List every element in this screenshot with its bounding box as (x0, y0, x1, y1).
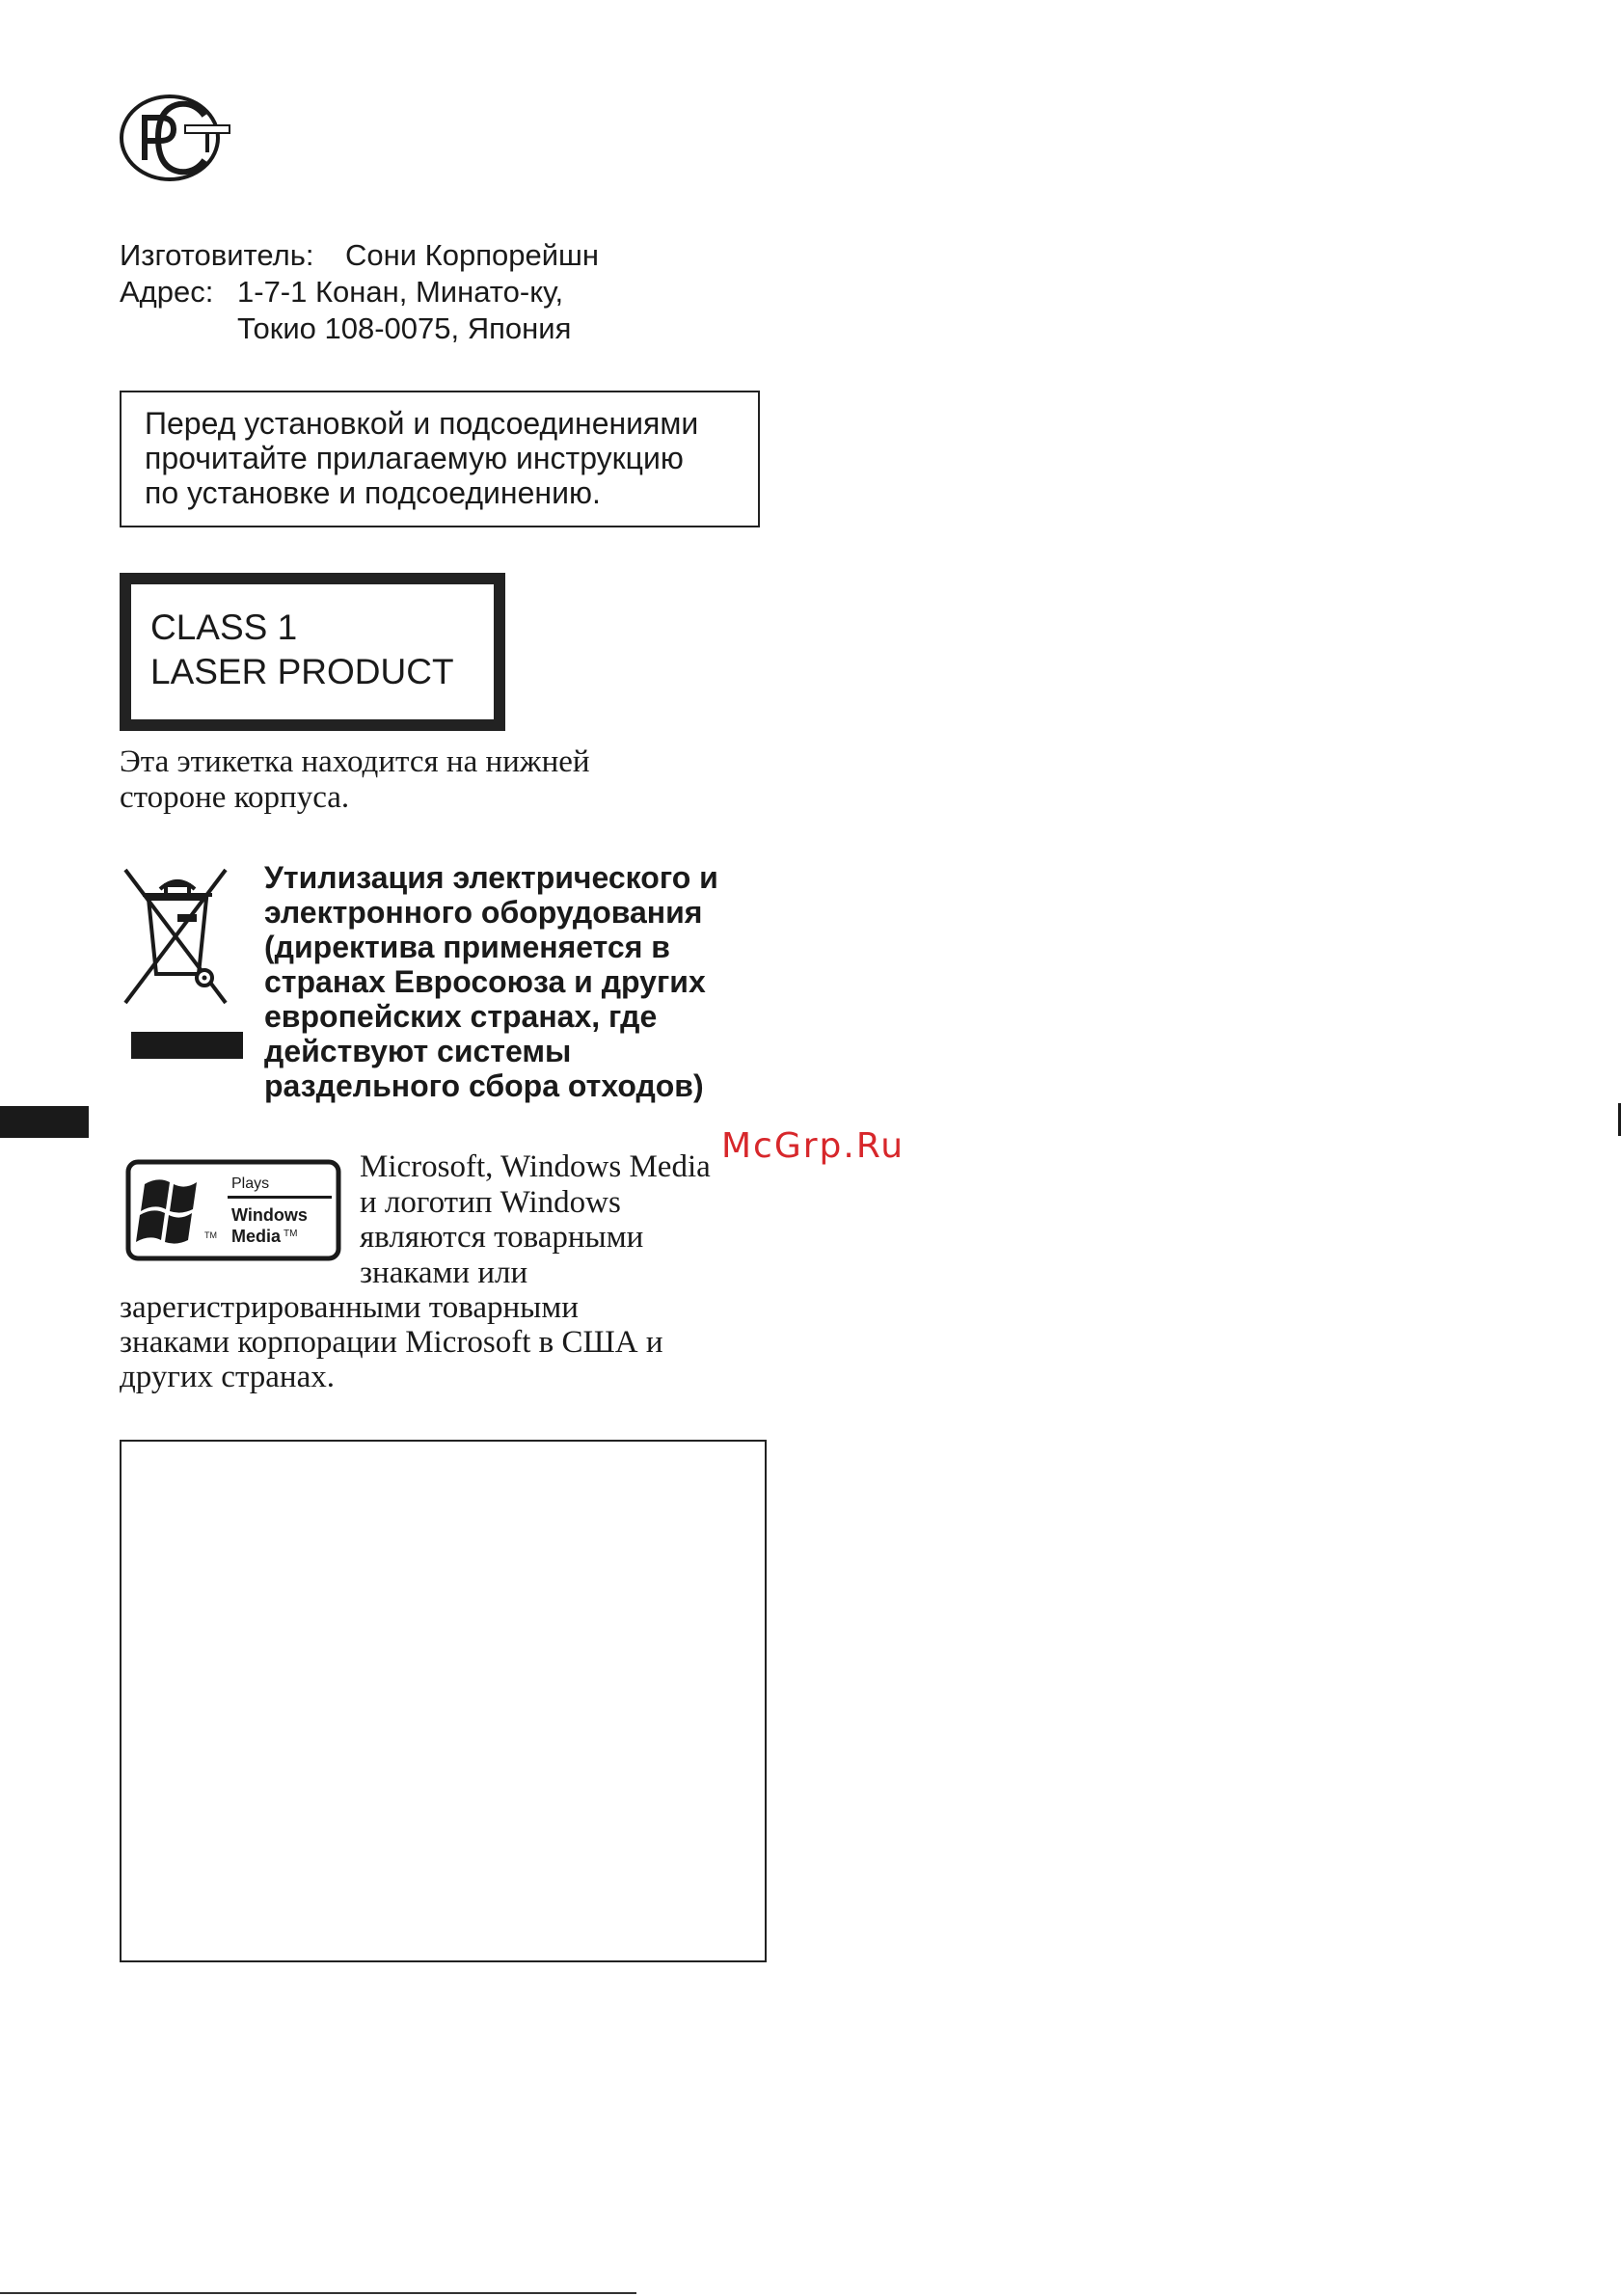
manufacturer-value: Сони Корпорейшн (345, 238, 600, 272)
logo-tm-left: TM (204, 1230, 217, 1240)
trademark-line: и логотип Windows (360, 1184, 621, 1220)
section-tab-marker (0, 1106, 89, 1138)
weee-marking-bar (131, 1032, 243, 1059)
trademark-text-top (360, 1149, 711, 1290)
laser-class-line: CLASS 1 (150, 608, 298, 647)
footer-rule (0, 2292, 636, 2294)
weee-line: странах Евросоюза и других (264, 964, 706, 999)
manufacturer-label: Изготовитель: (120, 238, 314, 272)
notice-line: прочитайте прилагаемую инструкцию (145, 441, 684, 475)
laser-label-caption (120, 744, 590, 816)
trademark-line: знаками корпорации Microsoft в США и (120, 1325, 663, 1360)
installation-notice-box (120, 391, 760, 527)
address-label: Адрес: (120, 275, 214, 309)
watermark: McGrp.Ru (721, 1126, 905, 1166)
notice-line: Перед установкой и подсоединениями (145, 406, 699, 441)
logo-windows-text: Windows (231, 1205, 308, 1225)
windows-flag-icon (136, 1179, 197, 1243)
weee-line: электронного оборудования (264, 895, 703, 930)
address-line-1: 1-7-1 Конан, Минато-ку, (237, 275, 564, 309)
logo-tm-right: TM (284, 1229, 298, 1239)
weee-line: европейских странах, где (264, 999, 658, 1034)
laser-product-line: LASER PRODUCT (150, 652, 454, 691)
notice-line: по установке и подсоединению. (145, 475, 601, 510)
manufacturer-block (120, 237, 599, 347)
weee-line: раздельного сбора отходов) (264, 1068, 704, 1103)
trademark-text-bottom (120, 1290, 662, 1394)
trademark-line: являются товарными (360, 1220, 644, 1255)
trademark-line: других странах. (120, 1360, 335, 1394)
caption-line: стороне корпуса. (120, 780, 350, 815)
caption-line: Эта этикетка находится на нижней (120, 744, 590, 779)
trademark-line: зарегистрированными товарными (120, 1290, 579, 1325)
logo-plays-text: Plays (231, 1175, 270, 1192)
crossed-out-bin-icon (122, 866, 230, 1007)
trademark-line: Microsoft, Windows Media (360, 1149, 711, 1184)
weee-line: действуют системы (264, 1034, 572, 1068)
laser-class-label (120, 573, 505, 731)
trademark-line: знаками или (360, 1255, 528, 1290)
address-line-2: Токио 108-0075, Япония (237, 311, 572, 345)
plays-windows-media-logo (125, 1159, 341, 1261)
weee-line: Утилизация электрического и (264, 860, 718, 895)
empty-notice-box (120, 1440, 767, 1962)
gost-certification-icon (118, 93, 237, 183)
weee-heading (264, 860, 718, 1103)
logo-media-text: Media (231, 1227, 282, 1246)
weee-line: (директива применяется в (264, 930, 670, 964)
